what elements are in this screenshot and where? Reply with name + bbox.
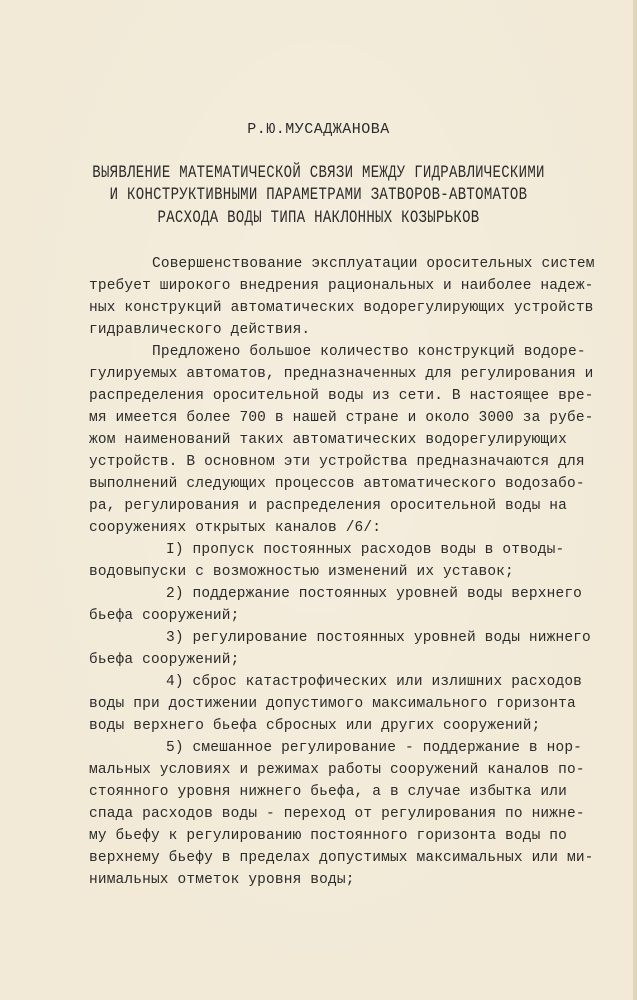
body-line: требует широкого внедрения рациональных и наиболее надеж- bbox=[89, 278, 594, 294]
title-line-3: РАСХОДА ВОДЫ ТИПА НАКЛОННЫХ КОЗЫРЬКОВ bbox=[157, 208, 480, 228]
list-item-5-line: 5) смешанное регулирование - поддержание в нор- bbox=[166, 740, 583, 756]
list-item-5-line: стоянного уровня нижнего бьефа, а в случае избытка или bbox=[89, 784, 567, 800]
body-line: ных конструкций автоматических водорегулирующих устройств bbox=[89, 300, 594, 316]
title-line-1: ВЫЯВЛЕНИЕ МАТЕМАТИЧЕСКОЙ СВЯЗИ МЕЖДУ ГИДРАВЛИЧЕСКИМИ bbox=[92, 163, 545, 183]
list-item-4-line: 4) сброс катастрофических или излишних расходов bbox=[166, 674, 583, 690]
list-item-5-line: нимальных отметок уровня воды; bbox=[89, 872, 355, 888]
title-line-2: И КОНСТРУКТИВНЫМИ ПАРАМЕТРАМИ ЗАТВОРОВ-АВТОМАТОВ bbox=[109, 185, 528, 205]
list-item-5-line: мальных условиях и режимах работы сооружений каналов по- bbox=[89, 762, 585, 778]
body-line: гулируемых автоматов, предназначенных для регулирования и bbox=[89, 366, 594, 382]
body-line: жом наименований таких автоматических водорегулирующих bbox=[89, 432, 567, 448]
page-edge bbox=[633, 0, 637, 1000]
body-line: Совершенствование эксплуатации оросительных систем bbox=[152, 256, 595, 272]
list-item-5-line: му бьефу к регулированию постоянного горизонта воды по bbox=[89, 828, 567, 844]
list-item-4-line: воды верхнего бьефа сбросных или других сооружений; bbox=[89, 718, 541, 734]
list-item-5-line: спада расходов воды - переход от регулирования по нижне- bbox=[89, 806, 585, 822]
list-item-3-line: бьефа сооружений; bbox=[89, 652, 240, 668]
body-line: сооружениях открытых каналов /6/: bbox=[89, 520, 382, 536]
body-line: мя имеется более 700 в нашей стране и около 3000 за рубе- bbox=[89, 410, 594, 426]
list-item-4-line: воды при достижении допустимого максимального горизонта bbox=[89, 696, 576, 712]
list-item-1-line: водовыпуски с возможностью изменений их уставок; bbox=[89, 564, 514, 580]
author-name: Р.Ю.МУСАДЖАНОВА bbox=[247, 121, 390, 138]
list-item-1-line: I) пропуск постоянных расходов воды в отводы- bbox=[166, 542, 565, 558]
body-line: распределения оросительной воды из сети. В настоящее вре- bbox=[89, 388, 594, 404]
list-item-3-line: 3) регулирование постоянных уровней воды нижнего bbox=[166, 630, 591, 646]
list-item-2-line: бьефа сооружений; bbox=[89, 608, 240, 624]
body-line: Предложено большое количество конструкций водоре- bbox=[152, 344, 586, 360]
body-line: гидравлического действия. bbox=[89, 322, 311, 338]
body-line: ра, регулирования и распределения оросительной воды на bbox=[89, 498, 567, 514]
list-item-2-line: 2) поддержание постоянных уровней воды верхнего bbox=[166, 586, 583, 602]
body-line: устройств. В основном эти устройства предназначаются для bbox=[89, 454, 585, 470]
body-line: выполнений следующих процессов автоматического водозабо- bbox=[89, 476, 585, 492]
list-item-5-line: верхнему бьефу в пределах допустимых максимальных или ми- bbox=[89, 850, 594, 866]
